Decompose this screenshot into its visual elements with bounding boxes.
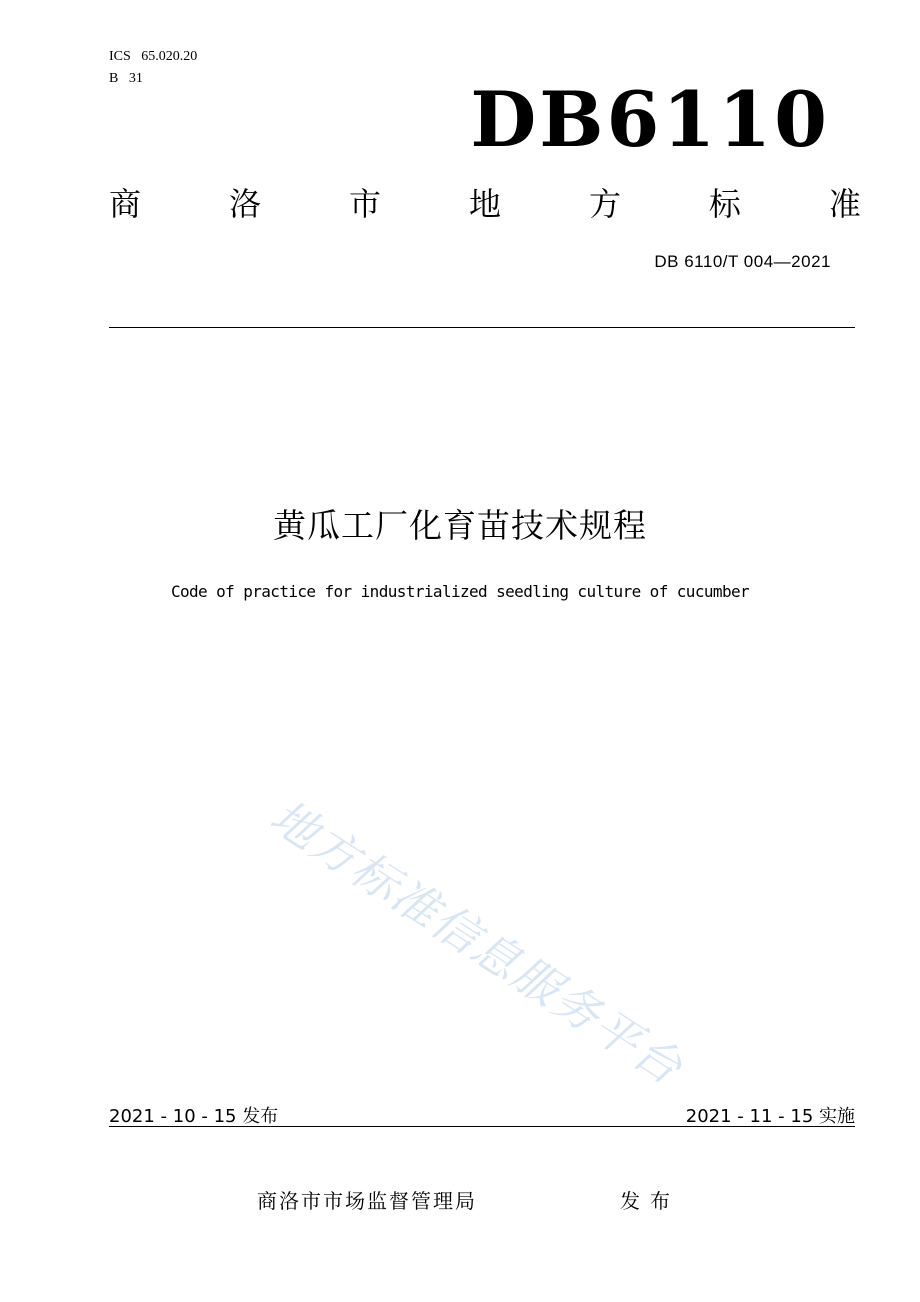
date-row <box>109 1102 855 1128</box>
classification-codes <box>109 46 197 90</box>
footer-divider <box>109 1126 855 1127</box>
document-title-english: Code of practice for industrialized seedling culture of cucumber <box>170 582 750 601</box>
implementation-date: 2021 - 11 - 15 实施 <box>685 1106 855 1127</box>
standard-type <box>109 180 861 224</box>
standard-logo: DB6110 <box>470 75 830 164</box>
standard-type-char: 市 <box>348 185 381 223</box>
document-title: 黄瓜工厂化育苗技术规程 <box>273 506 647 545</box>
standard-type-char: 商 <box>109 185 142 223</box>
standard-code: DB 6110/T 004—2021 <box>654 252 831 271</box>
ics-code: ICS 65.020.20 <box>109 49 198 64</box>
watermark: 地方标准信息服务平台 <box>260 788 693 1096</box>
publisher-name: 商洛市市场监督管理局 <box>257 1189 477 1213</box>
standard-type-char: 地 <box>468 185 501 223</box>
issue-date: 2021 - 10 - 15 发布 <box>109 1106 279 1127</box>
standard-type-char: 准 <box>828 185 861 223</box>
standard-type-char: 洛 <box>228 185 261 223</box>
ccs-code: B 31 <box>109 71 143 86</box>
header-divider <box>109 327 855 328</box>
publish-label: 发布 <box>620 1189 680 1213</box>
standard-type-char: 标 <box>708 185 741 223</box>
standard-type-char: 方 <box>588 185 621 223</box>
